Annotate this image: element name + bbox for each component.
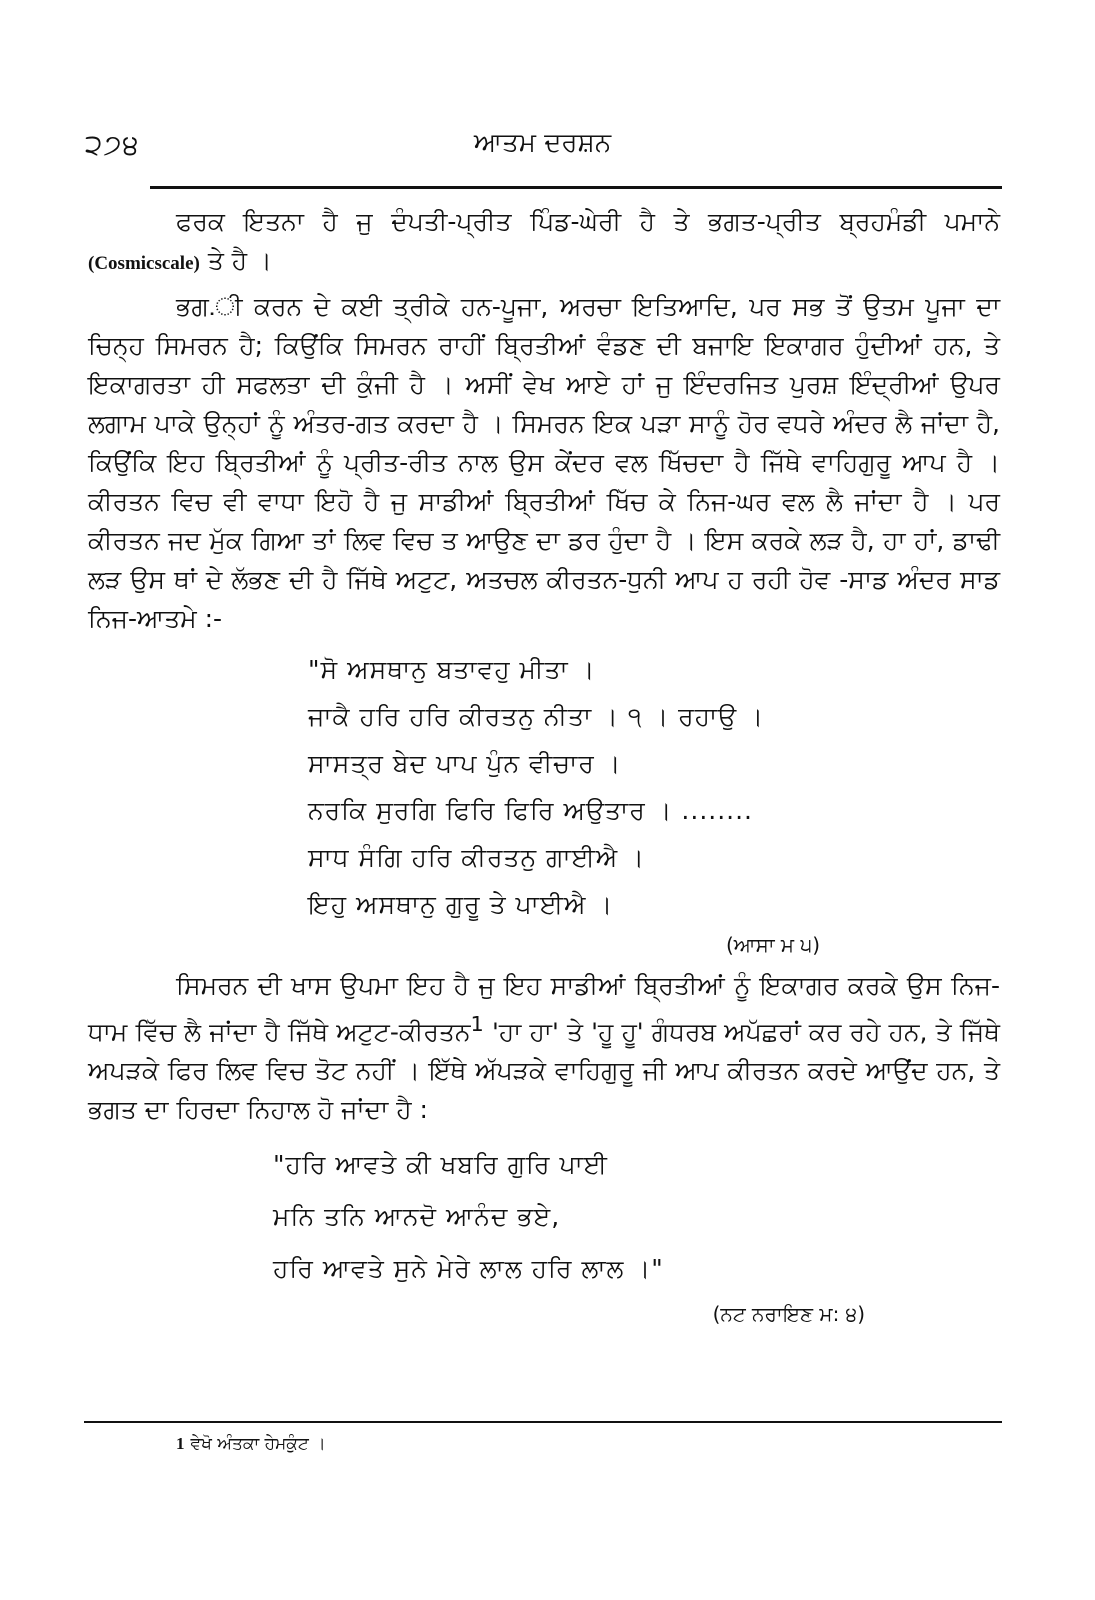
paragraph-1-text-before: ਫਰਕ ਇਤਨਾ ਹੈ ਜੁ ਦੰਪਤੀ-ਪ੍ਰੀਤ ਪਿੰਡ-ਘੇਰੀ ਹੈ ਤੇ ਭਗਤ-ਪ੍ਰੀਤ ਬ੍ਰਹਮੰਡੀ ਪਮਾਨੇ (176, 207, 1000, 236)
running-title: ਆਤਮ ਦਰਸ਼ਨ (473, 128, 612, 158)
scripture-quote-1 (308, 646, 1000, 928)
page-number: ੨੭੪ (85, 128, 140, 161)
quote-line: ਇਹੁ ਅਸਥਾਨੁ ਗੁਰੂ ਤੇ ਪਾਈਐ । (308, 890, 614, 919)
quote-line: ਜਾਕੈ ਹਰਿ ਹਰਿ ਕੀਰਤਨੁ ਨੀਤਾ । ੧ । ਰਹਾਉ । (308, 702, 765, 731)
paragraph-3-text-after: 'ਹਾ ਹਾ' ਤੇ 'ਹੂ ਹੂ' ਗੰਧਰਬ ਅਪੱਛਰਾਂ ਕਰ ਰਹੇ ਹਨ, ਤੇ ਜਿੱਥੇ ਅਪੜਕੇ ਫਿਰ ਲਿਵ ਵਿਚ ਤੋਟ ਨਹੀਂ । ਇੱਥੇ ਅੱਪੜਕੇ ਵਾਹਿਗੁਰੂ ਜੀ ਆਪ ਕੀਰਤਨ ਕਰਦੇ ਆਉਂਦ ਹਨ, ਤੇ ਭਗਤ ਦਾ ਹਿਰਦਾ ਨਿਹਾਲ ਹੋ ਜਾਂਦਾ ਹੈ : (88, 1017, 1000, 1125)
quote-line: ਸਾਸਤ੍ਰ ਬੇਦ ਪਾਪ ਪੁੰਨ ਵੀਚਾਰ । (308, 749, 622, 778)
footnote-text: ਵੇਖੋ ਅੰਤਕਾ ਹੇਮਕੁੰਟ । (190, 1434, 326, 1454)
quote-1-citation: (ਆਸਾ ਮ ੫) (725, 933, 820, 957)
footnote-mark: 1 (176, 1434, 185, 1453)
paragraph-1 (88, 202, 1000, 283)
paragraph-1-text-after: ਤੇ ਹੈ । (207, 246, 272, 275)
quote-line: "ਸੋ ਅਸਥਾਨੁ ਬਤਾਵਹੁ ਮੀਤਾ । (308, 655, 596, 684)
footnote-reference: 1 (470, 1012, 484, 1036)
quote-line: "ਹਰਿ ਆਵਤੇ ਕੀ ਖਬਰਿ ਗੁਰਿ ਪਾਈ (273, 1150, 608, 1180)
quote-2-citation: (ਨਟ ਨਰਾਇਣ ਮ: ੪) (712, 1302, 865, 1327)
quote-line: ਮਨਿ ਤਨਿ ਆਨਦੋ ਆਨੰਦ ਭਏ, (273, 1202, 561, 1232)
paragraph-3 (88, 966, 1000, 1129)
quote-line: ਸਾਧ ਸੰਗਿ ਹਰਿ ਕੀਰਤਨੁ ਗਾਈਐ । (308, 843, 646, 872)
paragraph-3-text-before: ਸਿਮਰਨ ਦੀ ਖਾਸ ਉਪਮਾ ਇਹ ਹੈ ਜੁ ਇਹ ਸਾਡੀਆਂ ਬ੍ਰਿਤੀਆਂ ਨੂੰ ਇਕਾਗਰ ਕਰਕੇ ਉਸ ਨਿਜ-ਧਾਮ ਵਿੱਚ ਲੈ ਜਾਂਦਾ ਹੈ ਜਿੱਥੇ ਅਟੁਟ-ਕੀਰਤਨ (88, 971, 1000, 1047)
latin-term: (Cosmicscale) (88, 253, 200, 274)
paragraph-2: ਭਗ.ੀ ਕਰਨ ਦੇ ਕਈ ਤ੍ਰੀਕੇ ਹਨ-ਪੂਜਾ, ਅਰਚਾ ਇਤਿਆਦਿ, ਪਰ ਸਭ ਤੋਂ ਉਤਮ ਪੂਜਾ ਦਾ ਚਿਨ੍ਹ ਸਿਮਰਨ ਹੈ; ਕਿਉਂਕਿ ਸਿਮਰਨ ਰਾਹੀਂ ਬ੍ਰਿਤੀਆਂ ਵੰਡਣ ਦੀ ਬਜਾਇ ਇਕਾਗਰ ਹੁੰਦੀਆਂ ਹਨ, ਤੇ ਇਕਾਗਰਤਾ ਹੀ ਸਫਲਤਾ ਦੀ ਕੁੰਜੀ ਹੈ । ਅਸੀਂ ਵੇਖ ਆਏ ਹਾਂ ਜੁ ਇੰਦਰਜਿਤ ਪੁਰਸ਼ ਇੰਦ੍ਰੀਆਂ ਉਪਰ ਲਗਾਮ ਪਾਕੇ ਉਨ੍ਹਾਂ ਨੂੰ ਅੰਤਰ-ਗਤ ਕਰਦਾ ਹੈ । ਸਿਮਰਨ ਇਕ ਪੜਾ ਸਾਨੂੰ ਹੋਰ ਵਧਰੇ ਅੰਦਰ ਲੈ ਜਾਂਦਾ ਹੈ, ਕਿਉਂਕਿ ਇਹ ਬ੍ਰਿਤੀਆਂ ਨੂੰ ਪ੍ਰੀਤ-ਰੀਤ ਨਾਲ ਉਸ ਕੇਂਦਰ ਵਲ ਖਿੱਚਦਾ ਹੈ ਜਿੱਥੇ ਵਾਹਿਗੁਰੂ ਆਪ ਹੈ । ਕੀਰਤਨ ਵਿਚ ਵੀ ਵਾਧਾ ਇਹੋ ਹੈ ਜੁ ਸਾਡੀਆਂ ਬ੍ਰਿਤੀਆਂ ਖਿੱਚ ਕੇ ਨਿਜ-ਘਰ ਵਲ ਲੈ ਜਾਂਦਾ ਹੈ । ਪਰ ਕੀਰਤਨ ਜਦ ਮੁੱਕ ਗਿਆ ਤਾਂ ਲਿਵ ਵਿਚ ਤ ਆਉਣ ਦਾ ਡਰ ਹੁੰਦਾ ਹੈ । ਇਸ ਕਰਕੇ ਲੜ ਹੈ, ਹਾ ਹਾਂ, ਡਾਢੀ ਲੜ ਉਸ ਥਾਂ ਦੇ ਲੱਭਣ ਦੀ ਹੈ ਜਿੱਥੇ ਅਟੁਟ, ਅਤਚਲ ਕੀਰਤਨ-ਧੁਨੀ ਆਪ ਹ ਰਹੀ ਹੋਵ -ਸਾਡ ਅੰਦਰ ਸਾਡ ਨਿਜ-ਆਤਮੇ :- (88, 292, 1000, 633)
quote-line: ਨਰਕਿ ਸੁਰਗਿ ਫਿਰਿ ਫਿਰਿ ਅਉਤਾਰ । ........ (308, 796, 754, 825)
footnote (176, 1434, 326, 1454)
scripture-quote-2 (273, 1139, 1000, 1295)
page-header (85, 128, 1000, 168)
body-text (88, 202, 1000, 1329)
footnote-rule (84, 1421, 1002, 1423)
quote-line: ਹਰਿ ਆਵਤੇ ਸੁਨੇ ਮੇਰੇ ਲਾਲ ਹਰਿ ਲਾਲ ।" (273, 1254, 664, 1284)
header-rule (150, 186, 1002, 189)
